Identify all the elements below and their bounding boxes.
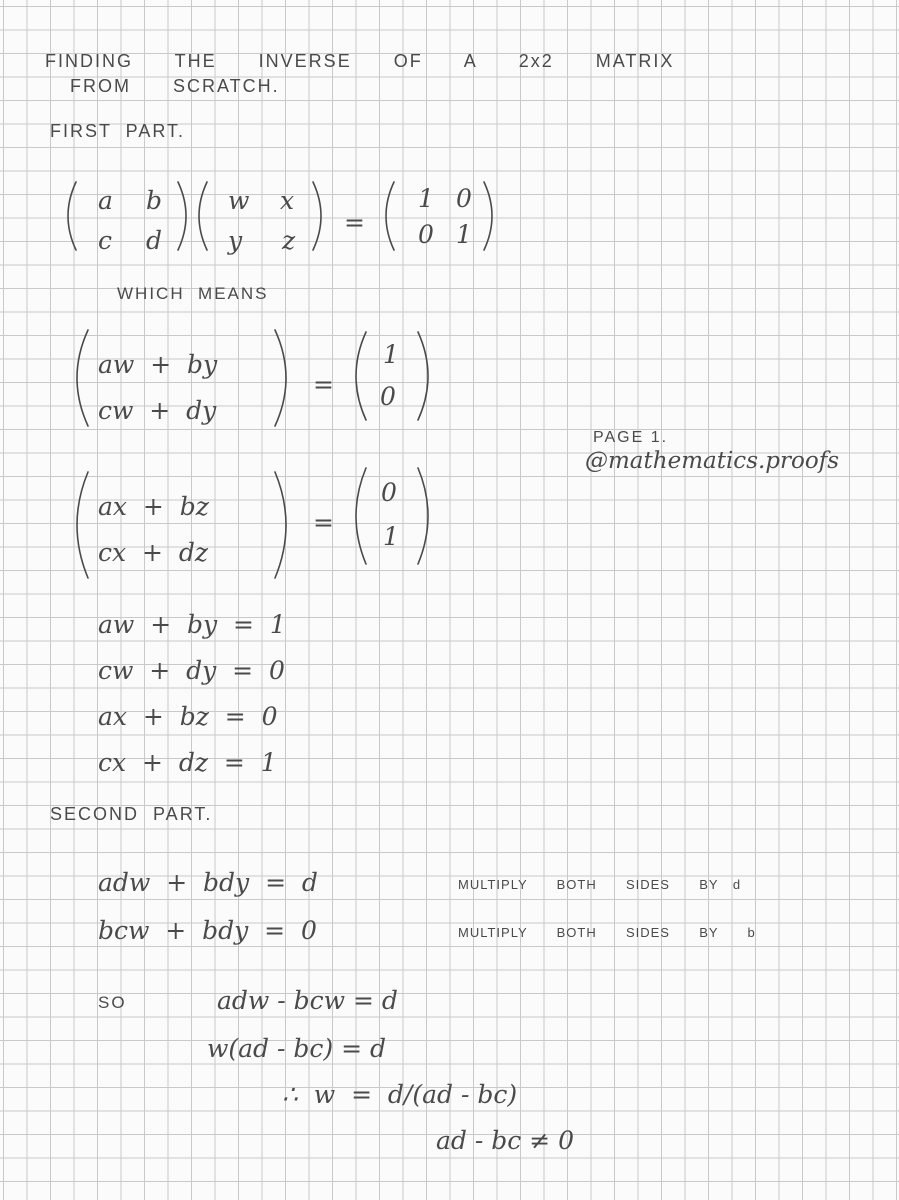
column-1-bottom: cw + dy — [98, 396, 217, 425]
multiply-note-1: MULTIPLY BOTH SIDES BY d — [458, 877, 742, 892]
matrix-a-brackets — [62, 180, 192, 255]
column-2-top: ax + bz — [98, 492, 209, 521]
equation: cw + dy = 0 — [98, 656, 285, 685]
column-2-rhs-entry: 0 — [381, 478, 397, 507]
column-2-rhs-entry: 1 — [383, 522, 399, 551]
so-label: SO — [98, 993, 127, 1012]
multiplied-equation-2: bcw + bdy = 0 — [98, 916, 317, 945]
column-1-rhs-entry: 1 — [383, 340, 399, 369]
matrix-b-entry: x — [280, 186, 295, 215]
matrix-b-entry: z — [282, 226, 296, 255]
identity-entry: 0 — [456, 184, 472, 213]
column-1-top: aw + by — [98, 350, 218, 379]
second-part-heading: SECOND PART. — [50, 804, 213, 824]
title-line-1: FINDING THE INVERSE OF A 2x2 MATRIX — [45, 51, 675, 71]
derivation-step-2: w(ad - bc) = d — [207, 1034, 387, 1063]
equation: aw + by = 1 — [98, 610, 286, 639]
equals-sign: = — [313, 508, 334, 537]
identity-brackets — [380, 180, 500, 252]
which-means-label: WHICH MEANS — [117, 284, 269, 303]
matrix-a-entry: b — [146, 186, 163, 215]
matrix-b-entry: y — [228, 226, 243, 255]
page-number: PAGE 1. — [593, 429, 669, 446]
result-w: ∴ w = d/(ad - bc) — [282, 1080, 518, 1109]
equation: cx + dz = 1 — [98, 748, 277, 777]
matrix-a-entry: c — [98, 226, 113, 255]
identity-entry: 1 — [456, 220, 472, 249]
matrix-a-entry: d — [146, 226, 163, 255]
first-part-heading: FIRST PART. — [50, 121, 186, 141]
multiply-note-2: MULTIPLY BOTH SIDES BY b — [458, 925, 756, 940]
equals-sign: = — [313, 370, 334, 399]
identity-entry: 1 — [418, 184, 434, 213]
column-2-bottom: cx + dz — [98, 538, 209, 567]
equation: ax + bz = 0 — [98, 702, 278, 731]
matrix-b-brackets — [193, 180, 328, 255]
derivation-step-1: adw - bcw = d — [217, 986, 398, 1015]
determinant-condition: ad - bc ≠ 0 — [436, 1126, 575, 1155]
title-line-2: FROM SCRATCH. — [70, 76, 280, 96]
matrix-b-entry: w — [228, 186, 250, 215]
multiplied-equation-1: adw + bdy = d — [98, 868, 318, 897]
column-1-rhs-entry: 0 — [380, 382, 396, 411]
author-handle: @mathematics.proofs — [585, 448, 840, 474]
equals-sign: = — [344, 208, 365, 237]
matrix-a-entry: a — [98, 186, 113, 215]
identity-entry: 0 — [418, 220, 434, 249]
